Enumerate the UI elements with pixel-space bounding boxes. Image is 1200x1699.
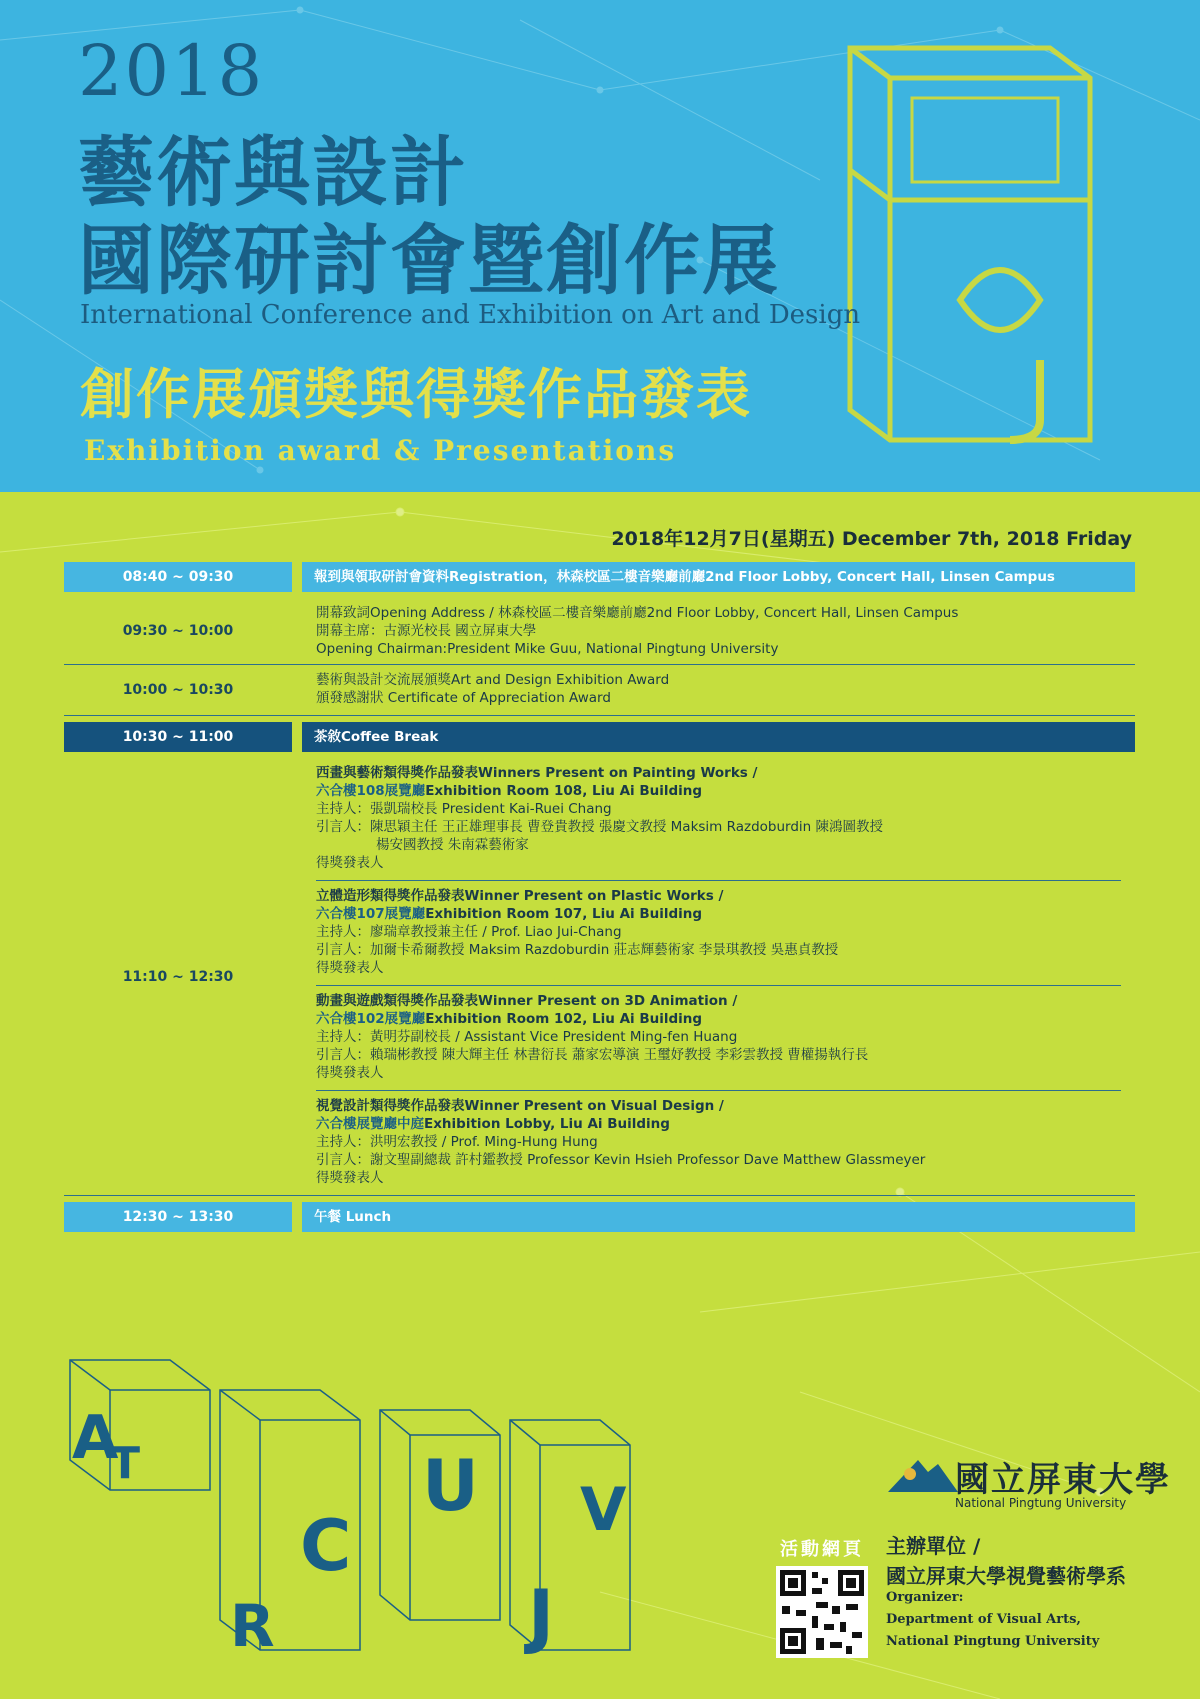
award-line: 藝術與設計交流展頒獎Art and Design Exhibition Award bbox=[316, 672, 670, 688]
activity-webpage-label: 活動網頁 bbox=[780, 1539, 864, 1560]
certificate-line: 頒發感謝狀 Certificate of Appreciation Award bbox=[316, 690, 611, 706]
session-speakers: 引言人：賴瑞彬教授 陳大輝主任 林書衍長 蕭家宏導演 王璽妤教授 李彩雲教授 曹權揚執行長 bbox=[316, 1047, 869, 1063]
qr-code-icon[interactable] bbox=[776, 1566, 868, 1658]
content-cell: 報到與領取研討會資料Registration，林森校區二樓音樂廳前廳2nd Floor Lobby, Concert Hall, Linsen Campus bbox=[302, 562, 1135, 592]
room-en: Exhibition Room 102, Liu Ai Building bbox=[425, 1011, 703, 1027]
room-zh: 六合樓展覽廳中庭 bbox=[316, 1116, 424, 1132]
room-zh: 六合樓107展覽廳 bbox=[316, 906, 426, 922]
mountain-icon bbox=[888, 1460, 958, 1492]
room-en: Exhibition Lobby, Liu Ai Building bbox=[424, 1116, 670, 1132]
event-date: 2018年12月7日(星期五) December 7th, 2018 Friday bbox=[611, 528, 1132, 550]
content-cell bbox=[302, 598, 1135, 664]
session-title: 視覺設計類得獎作品發表Winner Present on Visual Design / bbox=[316, 1098, 724, 1114]
cube-letter-t: T bbox=[110, 1438, 141, 1489]
time-cell: 09:30 ~ 10:00 bbox=[122, 623, 234, 639]
session-speakers: 引言人：謝文聖副總裁 許村鑑教授 Professor Kevin Hsieh Professor Dave Matthew Glassmeyer bbox=[316, 1152, 926, 1168]
event-year: 2018 bbox=[78, 30, 265, 112]
cube-letter-a: A bbox=[72, 1403, 119, 1473]
room-en: Exhibition Room 108, Liu Ai Building bbox=[425, 783, 703, 799]
opening-chair-en: Opening Chairman:President Mike Guu, National Pingtung University bbox=[316, 641, 779, 657]
cube-letter-j: J bbox=[528, 1575, 555, 1657]
session-animation bbox=[316, 986, 1121, 1091]
session-speakers: 引言人：陳思穎主任 王正雄理事長 曹登貴教授 張慶文教授 Maksim Razdoburdin 陳鴻圖教授 bbox=[316, 819, 884, 835]
session-painting bbox=[316, 758, 1121, 881]
opening-chair-zh: 開幕主席：古源光校長 國立屏東大學 bbox=[316, 623, 537, 639]
session-title: 立體造形類得獎作品發表Winner Present on Plastic Works / bbox=[316, 888, 724, 904]
time-cell: 08:40 ~ 09:30 bbox=[64, 562, 292, 592]
organizer-label-en: Organizer: bbox=[886, 1590, 964, 1605]
room-zh: 六合樓108展覽廳 bbox=[316, 783, 426, 799]
schedule-row-coffee-break bbox=[64, 722, 1135, 752]
event-title-english: International Conference and Exhibition on Art and Design bbox=[80, 300, 861, 330]
session-host: 主持人：廖瑞章教授兼主任 / Prof. Liao Jui-Chang bbox=[316, 924, 622, 940]
session-host: 主持人：黃明芬副校長 / Assistant Vice President Ming-fen Huang bbox=[316, 1029, 738, 1045]
time-cell: 10:00 ~ 10:30 bbox=[122, 682, 234, 698]
schedule-row-opening bbox=[64, 598, 1135, 665]
session-host: 主持人：張凱瑞校長 President Kai-Ruei Chang bbox=[316, 801, 612, 817]
university-logo bbox=[888, 1452, 958, 1502]
cube-letter-c: C bbox=[300, 1505, 352, 1587]
session-visual-design bbox=[316, 1091, 1121, 1195]
subtitle-english: Exhibition award & Presentations bbox=[84, 434, 677, 467]
schedule-table bbox=[64, 562, 1135, 1238]
cube-letter-r: R bbox=[230, 1592, 275, 1660]
university-name-english: National Pingtung University bbox=[955, 1496, 1127, 1510]
schedule-row-registration bbox=[64, 562, 1135, 592]
organizer-university-en: National Pingtung University bbox=[886, 1634, 1100, 1649]
organizer-department-en: Department of Visual Arts, bbox=[886, 1612, 1081, 1627]
session-title: 動畫與遊戲類得獎作品發表Winner Present on 3D Animation / bbox=[316, 993, 738, 1009]
letter-cubes-illustration bbox=[50, 1350, 750, 1680]
schedule-row-presentations bbox=[64, 758, 1135, 1196]
session-presenters: 得獎發表人 bbox=[316, 855, 384, 871]
event-title-line1: 藝術與設計 bbox=[78, 128, 468, 217]
session-presenters: 得獎發表人 bbox=[316, 1170, 384, 1186]
session-host: 主持人：洪明宏教授 / Prof. Ming-Hung Hung bbox=[316, 1134, 598, 1150]
room-en: Exhibition Room 107, Liu Ai Building bbox=[425, 906, 703, 922]
content-cell: 午餐 Lunch bbox=[302, 1202, 1135, 1232]
subtitle-chinese: 創作展頒獎與得獎作品發表 bbox=[80, 362, 752, 426]
time-cell: 10:30 ~ 11:00 bbox=[64, 722, 292, 752]
header-section bbox=[0, 0, 1200, 492]
organizer-name-zh: 國立屏東大學視覺藝術學系 bbox=[886, 1564, 1126, 1588]
opening-line: 開幕致詞Opening Address / 林森校區二樓音樂廳前廳2nd Floor Lobby, Concert Hall, Linsen Campus bbox=[316, 605, 959, 621]
sun-icon bbox=[904, 1468, 916, 1480]
schedule-row-award bbox=[64, 665, 1135, 716]
cube-letter-u: U bbox=[422, 1445, 479, 1527]
session-presenters: 得獎發表人 bbox=[316, 960, 384, 976]
session-speakers-cont: 楊安國教授 朱南霖藝術家 bbox=[376, 837, 529, 853]
header-cube-art bbox=[850, 48, 1090, 440]
session-presenters: 得獎發表人 bbox=[316, 1065, 384, 1081]
session-title: 西畫與藝術類得獎作品發表Winners Present on Painting Works / bbox=[316, 765, 758, 781]
cube-letter-v: V bbox=[580, 1475, 627, 1545]
event-title-line2: 國際研討會暨創作展 bbox=[78, 216, 780, 305]
session-plastic bbox=[316, 881, 1121, 986]
sessions-cell bbox=[302, 758, 1135, 1195]
content-cell: 茶敘Coffee Break bbox=[302, 722, 1135, 752]
content-cell bbox=[302, 665, 1135, 715]
session-speakers: 引言人：加爾卡希爾教授 Maksim Razdoburdin 莊志輝藝術家 李景琪教授 吳惠貞教授 bbox=[316, 942, 839, 958]
schedule-row-lunch bbox=[64, 1202, 1135, 1232]
room-zh: 六合樓102展覽廳 bbox=[316, 1011, 426, 1027]
organizer-label: 主辦單位 / bbox=[886, 1534, 981, 1558]
time-cell: 12:30 ~ 13:30 bbox=[64, 1202, 292, 1232]
time-cell: 11:10 ~ 12:30 bbox=[122, 968, 234, 985]
university-name: 國立屏東大學 bbox=[955, 1460, 1171, 1500]
